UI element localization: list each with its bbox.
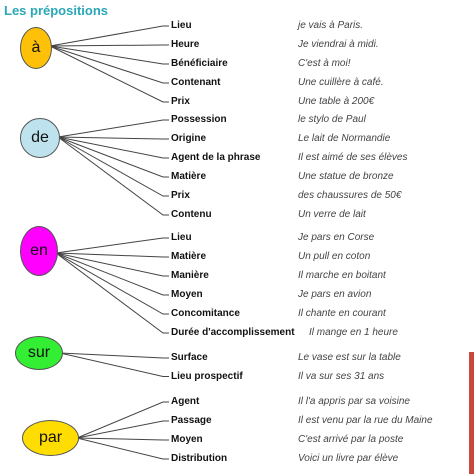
- category-label: Surface: [171, 352, 208, 363]
- category-label: Concomitance: [171, 308, 240, 319]
- connector-line: [58, 137, 169, 177]
- connector-line: [58, 137, 169, 158]
- connector-line: [77, 438, 169, 440]
- example-sentence: Il l'a appris par sa voisine: [298, 396, 410, 407]
- category-label: Heure: [171, 39, 200, 50]
- example-sentence: Il est venu par la rue du Maine: [298, 415, 433, 426]
- example-sentence: Je pars en avion: [298, 289, 372, 300]
- connector-line: [77, 421, 169, 438]
- page-title: Les prépositions: [4, 3, 109, 18]
- preposition-bubble-2: de: [20, 118, 60, 158]
- category-label: Manière: [171, 270, 209, 281]
- example-sentence: Il marche en boitant: [298, 270, 386, 281]
- category-label: Moyen: [171, 434, 203, 445]
- connector-line: [50, 45, 169, 46]
- example-sentence: Un pull en coton: [298, 251, 371, 262]
- connector-line: [50, 46, 169, 102]
- preposition-bubble-5: par: [22, 420, 79, 456]
- connector-line: [77, 438, 169, 459]
- connector-line: [50, 46, 169, 83]
- category-label: Origine: [171, 133, 207, 144]
- category-label: Lieu: [171, 20, 192, 31]
- category-label: Distribution: [171, 453, 228, 464]
- example-sentence: Une cuillère à café.: [298, 77, 384, 88]
- category-label: Passage: [171, 415, 212, 426]
- preposition-bubble-1: à: [20, 27, 52, 69]
- connector-line: [77, 402, 169, 438]
- category-label: Lieu: [171, 232, 192, 243]
- category-label: Agent: [171, 396, 200, 407]
- category-label: Possession: [171, 114, 227, 125]
- category-label: Contenant: [171, 77, 221, 88]
- example-sentence: Je pars en Corse: [298, 232, 375, 243]
- example-sentence: je vais à Paris.: [298, 20, 364, 31]
- category-label: Agent de la phrase: [171, 152, 261, 163]
- example-sentence: Il va sur ses 31 ans: [298, 370, 385, 382]
- example-sentence: Je viendrai à midi.: [298, 39, 379, 50]
- example-sentence: Une table à 200€: [298, 96, 375, 107]
- category-label: Prix: [171, 190, 190, 201]
- example-sentence: Il est aimé de ses élèves: [298, 152, 408, 163]
- connector-line: [58, 137, 169, 139]
- category-label: Matière: [171, 251, 207, 262]
- category-label: Contenu: [171, 209, 212, 220]
- preposition-bubble-3: en: [20, 226, 58, 276]
- category-label: Durée d'accomplissement: [171, 327, 295, 338]
- connector-line: [60, 353, 169, 377]
- example-sentence: Une statue de bronze: [298, 171, 394, 182]
- category-label: Bénéficiaire: [171, 58, 228, 69]
- right-edge-bar: [469, 352, 474, 474]
- example-sentence: Un verre de lait: [298, 209, 366, 220]
- connector-line: [58, 120, 169, 137]
- connector-line: [56, 253, 169, 314]
- example-sentence: le stylo de Paul: [298, 114, 366, 125]
- example-sentence: Il mange en 1 heure: [309, 327, 398, 338]
- example-sentence: Il chante en courant: [298, 308, 386, 319]
- connector-line: [50, 26, 169, 46]
- connector-line: [56, 238, 169, 253]
- example-sentence: Le vase est sur la table: [298, 352, 401, 363]
- example-sentence: des chaussures de 50€: [298, 190, 402, 201]
- connector-line: [58, 137, 169, 196]
- example-sentence: C'est arrivé par la poste: [298, 434, 404, 445]
- category-label: Moyen: [171, 289, 203, 300]
- connector-line: [58, 137, 169, 215]
- example-sentence: Voici un livre par élève: [298, 453, 399, 464]
- category-label: Lieu prospectif: [171, 370, 243, 382]
- category-label: Prix: [171, 96, 190, 107]
- category-label: Matière: [171, 171, 207, 182]
- example-sentence: Le lait de Normandie: [298, 133, 391, 144]
- preposition-bubble-4: sur: [15, 336, 63, 370]
- example-sentence: C'est à moi!: [298, 58, 351, 69]
- connector-line: [60, 353, 169, 358]
